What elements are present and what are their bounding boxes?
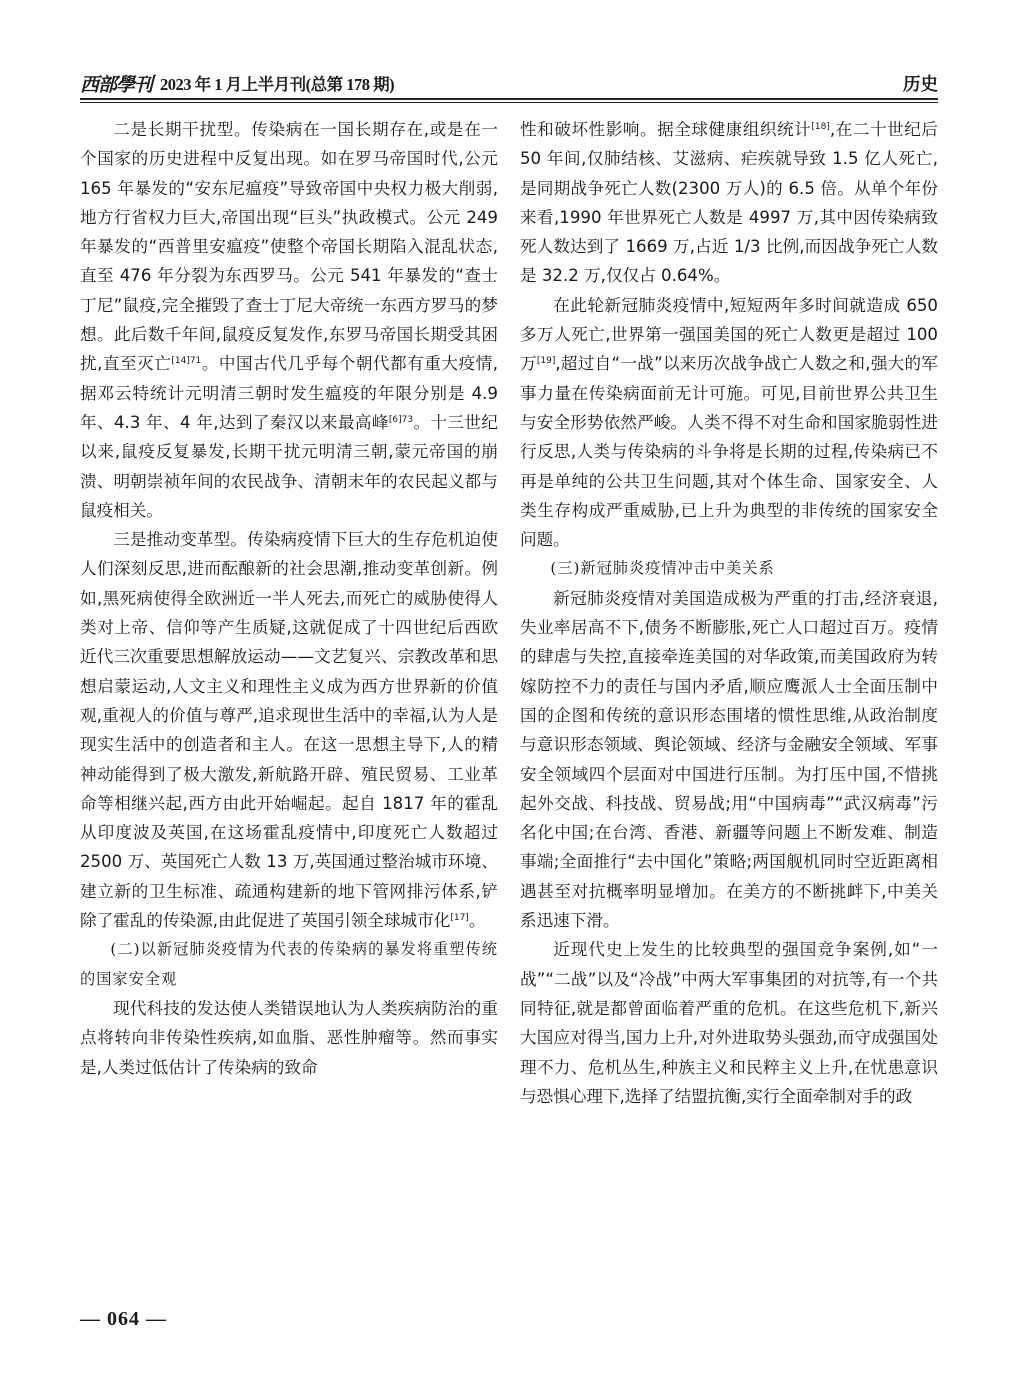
paragraph	[80, 525, 498, 935]
text-run: 。中国古代几乎每个朝代都有重大疫情,据邓云特统计元明清三朝时发生瘟疫的年限分别是 4.9 年、4.3 年、4 年,达到了秦汉以来最高峰	[80, 354, 498, 432]
issue-info: 2023 年 1 月上半月刊(总第 178 期)	[160, 75, 395, 94]
paragraph	[80, 115, 498, 525]
page-number: — 064 —	[80, 1308, 167, 1330]
journal-logo: 西部學刊	[80, 75, 153, 96]
header-rule-thick	[80, 98, 938, 100]
paragraph	[520, 935, 938, 1111]
paragraph	[520, 584, 938, 936]
paragraph	[80, 994, 498, 1082]
text-run: (三)新冠肺炎疫情冲击中美关系	[550, 559, 775, 578]
running-header	[80, 68, 938, 98]
citation-ref: [17]	[450, 913, 469, 924]
text-run: 在此轮新冠肺炎疫情中,短短两年多时间就造成 650 多万人死亡,世界第一强国美国的死亡人数更是超过 100 万	[520, 295, 938, 374]
paragraph	[520, 291, 938, 555]
citation-ref: [6]73	[388, 414, 414, 425]
subsection-heading	[520, 554, 938, 583]
text-run: 近现代史上发生的比较典型的强国竞争案例,如“一战”“二战”以及“冷战”中两大军事集团的对抗等,有一个共同特征,就是都曾面临着严重的危机。在这些危机下,新兴大国应对得当,国力上升,对外进取势头强劲,而守成强国处理不力、危机丛生,种族主义和民粹主义上升,在忧患意识与恐惧心理下,选择了结盟抗衡,实行全面牵制对手的政	[520, 940, 938, 1106]
text-run: ,在二十世纪后 50 年间,仅肺结核、艾滋病、疟疾就导致 1.5 亿人死亡,是同期战争死亡人数(2300 万人)的 6.5 倍。从单个年份来看,1990 年世界死亡人数是 4997 万,其中因传染病致死人数达到了 1669 万,占近 1/3 比例,而因战争死亡人数是 32.2 万,仅仅占 0.64%。	[520, 120, 938, 286]
citation-ref: [19]	[536, 356, 556, 367]
header-rule-thin	[80, 102, 938, 103]
text-run: 现代科技的发达使人类错误地认为人类疾病防治的重点将转向非传染性疾病,如血脂、恶性肿瘤等。然而事实是,人类过低估计了传染病的致命	[80, 998, 498, 1077]
left-column	[80, 115, 498, 1082]
paragraph	[520, 115, 938, 291]
subsection-heading	[80, 935, 498, 994]
text-run: 。十三世纪以来,鼠疫反复暴发,长期干扰元明清三朝,蒙元帝国的崩溃、明朝崇祯年间的农民战争、清朝末年的农民起义都与鼠疫相关。	[80, 412, 499, 520]
section-name: 历史	[903, 74, 938, 94]
text-run: 二是长期干扰型。传染病在一国长期存在,或是在一个国家的历史进程中反复出现。如在罗马帝国时代,公元 165 年暴发的“安东尼瘟疫”导致帝国中央权力极大削弱,地方行省权力巨大,帝国出现“巨头”执政模式。公元 249 年暴发的“西普里安瘟疫”使整个帝国长期陷入混乱状态,直至 476 年分裂为东西罗马。公元 541 年暴发的“查士丁尼”鼠疫,完全摧毁了查士丁尼大帝统一东西方罗马的梦想。此后数千年间,鼠疫反复发作,东罗马帝国长期受其困扰,直至灭亡	[80, 120, 498, 374]
right-column	[520, 115, 938, 1111]
text-run: 三是推动变革型。传染病疫情下巨大的生存危机迫使人们深刻反思,进而酝酿新的社会思潮,推动变革创新。例如,黑死病使得全欧洲近一半人死去,而死亡的威胁使得人类对上帝、信仰等产生质疑,这就促成了十四世纪后西欧近代三次重要思想解放运动——文艺复兴、宗教改革和思想启蒙运动,人文主义和理性主义成为西方世界新的价值观,重视人的价值与尊严,追求现世生活中的幸福,认为人是现实生活中的创造者和主人。在这一思想主导下,人的精神动能得到了极大激发,新航路开辟、殖民贸易、工业革命等相继兴起,西方由此开始崛起。起自 1817 年的霍乱从印度波及英国,在这场霍乱疫情中,印度死亡人数超过 2500 万、英国死亡人数 13 万,英国通过整治城市环境、建立新的卫生标准、疏通构建新的地下管网排污体系,铲除了霍乱的传染源,由此促进了英国引领全球城市化	[80, 530, 498, 931]
text-run: 。	[468, 911, 486, 931]
text-run: ,超过自“一战”以来历次战争战亡人数之和,强大的军事力量在传染病面前无计可施。可见,目前世界公共卫生与安全形势依然严峻。人类不得不对生命和国家脆弱性进行反思,人类与传染病的斗争将是长期的过程,传染病已不再是单纯的公共卫生问题,其对个体生命、国家安全、人类生存构成严重威胁,已上升为典型的非传统的国家安全问题。	[520, 354, 939, 550]
citation-ref: [14]71	[171, 356, 202, 367]
text-run: (二)以新冠肺炎疫情为代表的传染病的暴发将重塑传统的国家安全观	[80, 940, 498, 988]
text-run: 新冠肺炎疫情对美国造成极为严重的打击,经济衰退,失业率居高不下,债务不断膨胀,死亡人口超过百万。疫情的肆虐与失控,直接牵连美国的对华政策,而美国政府为转嫁防控不力的责任与国内矛盾,顺应鹰派人士全面压制中国的企图和传统的意识形态围堵的惯性思维,从政治制度与意识形态领域、舆论领域、经济与金融安全领域、军事安全领域四个层面对中国进行压制。为打压中国,不惜挑起外交战、科技战、贸易战;用“中国病毒”“武汉病毒”污名化中国;在台湾、香港、新疆等问题上不断发难、制造事端;全面推行“去中国化”策略;两国舰机同时空近距离相遇甚至对抗概率明显增加。在美方的不断挑衅下,中美关系迅速下滑。	[520, 588, 938, 931]
text-run: 性和破坏性影响。据全球健康组织统计	[520, 120, 812, 139]
citation-ref: [18]	[811, 122, 830, 132]
